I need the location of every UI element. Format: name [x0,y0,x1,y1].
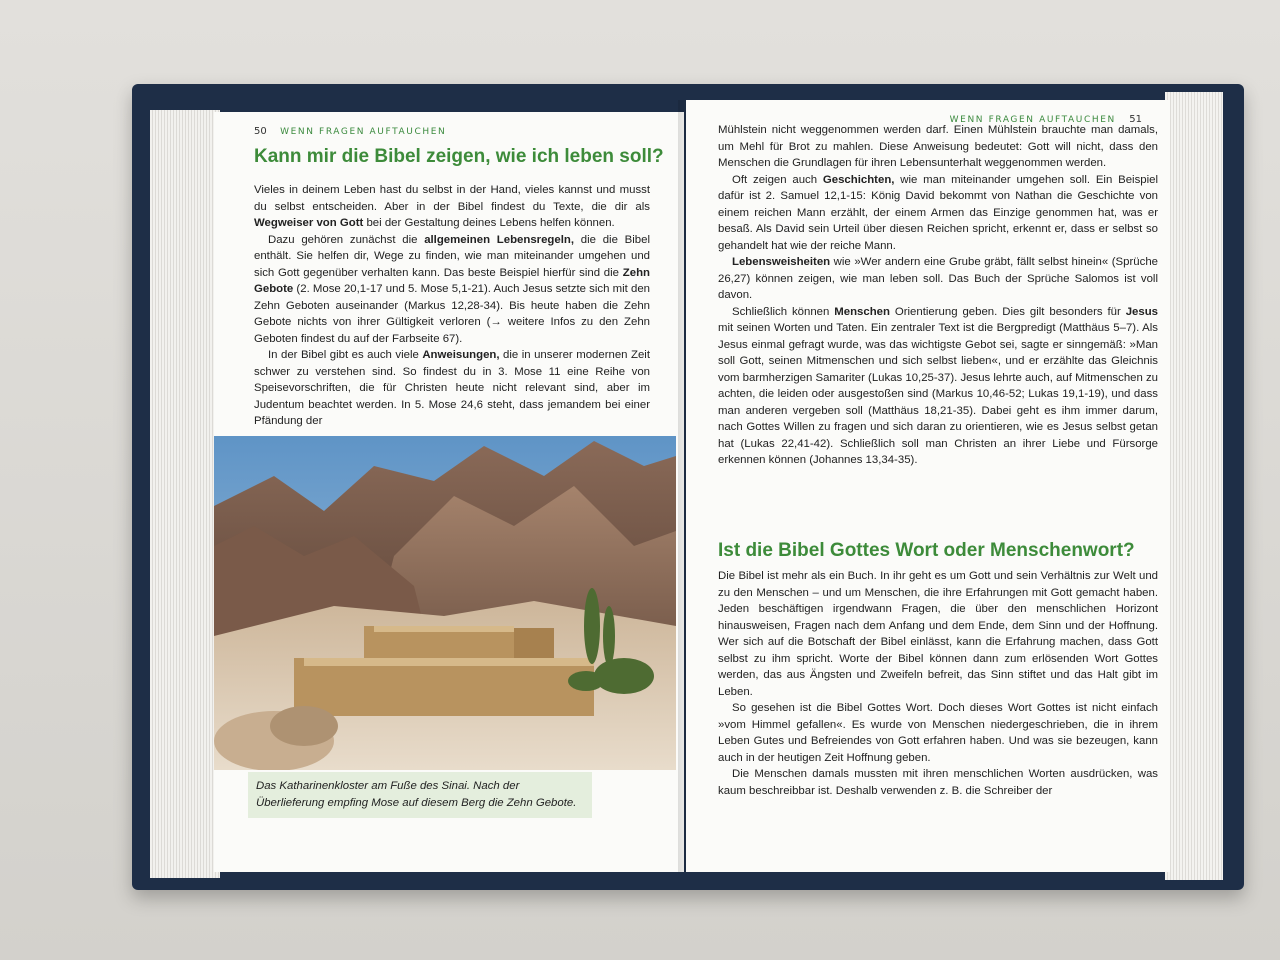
paragraph: Oft zeigen auch Geschichten, wie man miteinander umgehen soll. Ein Beispiel dafür ist 2. Samuel 12,1-15: König David bekommt von Nathan die Geschichte von einem reichen Mann erzählt, der einem Armen das Einzige genommen hat, was er besaß. Als David sein Urteil über diesen Reichen spricht, erkennt er, dass er selbst so gehandelt hat wie der reiche Mann. [718,173,1159,252]
paragraph: Mühlstein nicht weggenommen werden darf. Einen Mühlstein brauchte man damals, um Mehl für Brot zu mahlen. Diese Anweisung bedeutet: Gott will nicht, dass den Menschen die Grundlagen für ihren Lebensunterhalt weggenommen werden. [718,124,1158,169]
photo-caption: Das Katharinenkloster am Fuße des Sinai. Nach der Überlieferung empfing Mose auf diesem Berg die Zehn Gebote. [248,772,592,818]
monastery-photo [214,436,676,770]
running-head-left [254,126,446,137]
paragraph: In der Bibel gibt es auch viele Anweisungen, die in unserer modernen Zeit schwer zu verstehen sind. So findest du in 3. Mose 11 eine Reihe von Speisevorschriften, die für Christen heute nicht relevant sind, aber im Judentum beachtet werden. In 5. Mose 24,6 steht, dass jemandem bei einer Pfändung der [254,349,650,427]
paragraph: Schließlich können Menschen Orientierung geben. Dies gilt besonders für Jesus mit seinen Worten und Taten. Ein zentraler Text ist die Bergpredigt (Matthäus 5–7). Als Jesus einmal gefragt wurde, was das wichtigste Gebot sei, sagte er sinngemäß: »Man soll Gott, seinen Mitmenschen und sich selbst lieben«, und er erzählte das Gleichnis vom barmherzigen Samariter (Lukas 10,25-37). Jesus lehrte auch, auf Mitmenschen zu achten, die leiden oder ausgestoßen sind (Markus 10,46-52; Lukas 19,1-19), und dass man anderen vergeben soll (Matthäus 18,21-35). Dabei geht es ihm immer darum, nach Gottes Willen zu fragen und sich daran zu orientieren, wie es Jesus selbst getan hat (Lukas 22,41-42). Schließlich soll man Christen an ihrer Liebe und Fürsorge erkennen können (Johannes 13,34-35). [718,305,1159,466]
paragraph: Dazu gehören zunächst die allgemeinen Lebensregeln, die die Bibel enthält. Sie helfen dir, Wege zu finden, wie man miteinander umgehen und sich Gott gegenüber verhalten kann. Das beste Beispiel hierfür sind die Zehn Gebote (2. Mose 20,1-17 und 5. Mose 5,1-21). Auch Jesus setzte sich mit den Zehn Geboten auseinander (Markus 12,28-34). Bis heute haben die Zehn Gebote nichts von ihrer Gültigkeit verloren (→ weitere Infos zu den Zehn Geboten findest du auf der Farbseite 67). [254,233,650,345]
paragraph: So gesehen ist die Bibel Gottes Wort. Doch dieses Wort Gottes ist nicht einfach »vom Himmel gefallen«. Es wurde von Menschen niedergeschrieben, die in ihrem Leben Gutes und Befreiendes von Gott erfahren haben. Und was sie bezeugen, kann auch in der heutigen Zeit Hoffnung geben. [718,702,1158,764]
running-head-title: WENN FRAGEN AUFTAUCHEN [949,115,1116,125]
page-edges-left [150,110,220,878]
paragraph: Die Bibel ist mehr als ein Buch. In ihr geht es um Gott und sein Verhältnis zur Welt und zu den Menschen – und um Menschen, die ihre Erfahrungen mit Gott gemacht haben. Jeden beschäftigen irgendwann Fragen, die über den menschlichen Horizont hinausweisen, Fragen nach dem Anfang und dem Ende, dem Sinn und der Hoffnung. Wer sich auf die Botschaft der Bibel einlässt, kann die Erfahrung machen, dass Gott selbst zu ihm spricht. Worte der Bibel können dann zum erlösenden Wort Gottes werden, das aus Ängsten und Zweifeln befreit, das Sinn stiftet und das Halt gibt im Leben. [718,570,1158,698]
page-number: 50 [254,126,267,137]
body-text-bottom [718,568,1158,799]
section-heading: Kann mir die Bibel zeigen, wie ich leben soll? [254,146,664,167]
body-text [254,182,650,430]
body-text-top [718,122,1158,469]
paragraph: Die Menschen damals mussten mit ihren menschlichen Worten ausdrücken, was kaum beschreibbar ist. Deshalb verwenden z. B. die Schreiber der [718,768,1158,797]
paragraph: Vieles in deinem Leben hast du selbst in der Hand, vieles kannst und musst du selbst entscheiden. Aber in der Bibel findest du Texte, die dir als Wegweiser von Gott bei der Gestaltung deines Lebens helfen können. [254,184,650,229]
paragraph: Lebensweisheiten wie »Wer andern eine Grube gräbt, fällt selbst hinein« (Sprüche 26,27) können zeigen, wie man leben soll. Das Buch der Sprüche Salomos ist voll davon. [718,256,1158,301]
right-page [686,100,1170,872]
left-page [214,112,684,872]
section-heading: Ist die Bibel Gottes Wort oder Menschenwort? [718,540,1135,561]
page-edges-right [1165,92,1223,880]
page-number: 51 [1129,114,1142,125]
running-head-title: WENN FRAGEN AUFTAUCHEN [280,127,447,137]
